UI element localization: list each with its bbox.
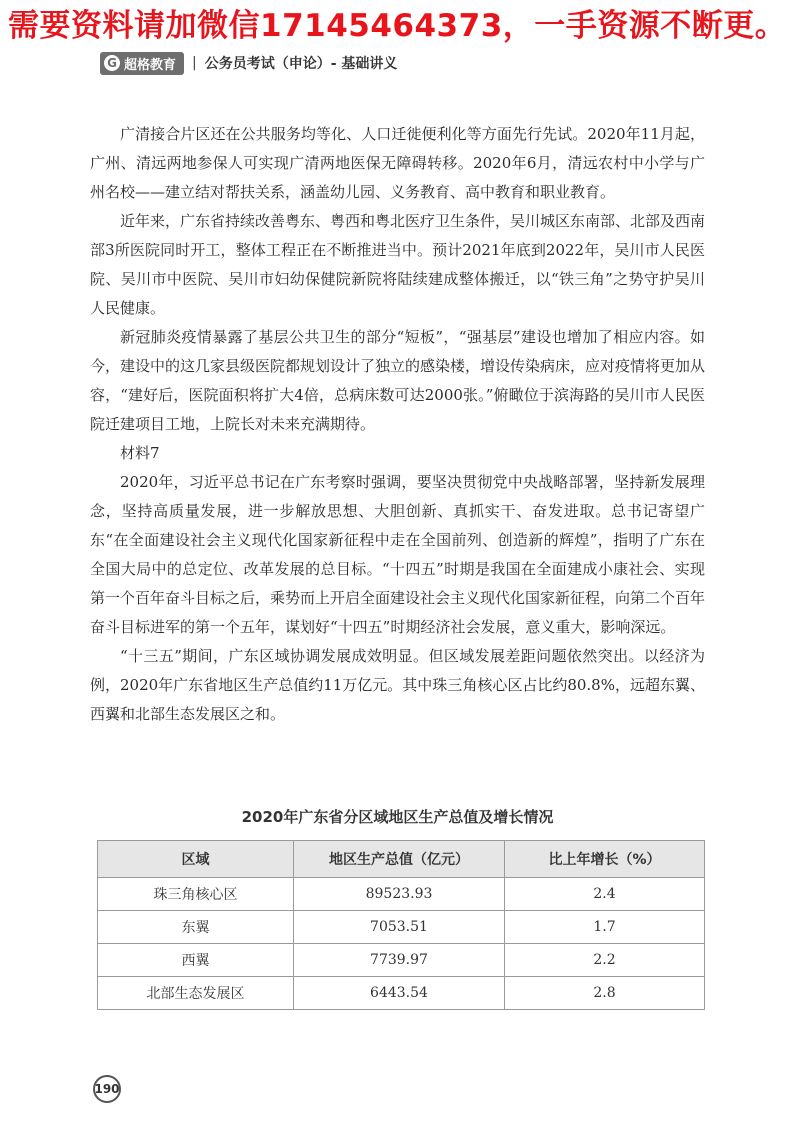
material-heading: 材料7 [120,444,160,462]
page-header [100,50,397,76]
table-cell: 2.8 [505,977,705,1010]
table-header-row [98,841,705,878]
page-number: 190 [93,1075,121,1103]
logo-text: 超格教育 [124,57,177,73]
table-title: 2020年广东省分区域地区生产总值及增长情况 [241,808,554,826]
table-cell: 西翼 [98,944,294,977]
paragraph: “十三五”期间，广东区域协调发展成效明显。但区域发展差距问题依然突出。以经济为例，2020年广东省地区生产总值约11万亿元。其中珠三角核心区占比约80.8%，远超东翼、西翼和北部生态发展区之和。 [90,647,705,723]
paragraph: 广清接合片区还在公共服务均等化、人口迁徙便利化等方面先行先试。2020年11月起，广州、清远两地参保人可实现广清两地医保无障碍转移。2020年6月，清远农村中小学与广州名校——建立结对帮扶关系，涵盖幼儿园、义务教育、高中教育和职业教育。 [90,125,705,201]
column-header: 比上年增长（%） [505,841,705,878]
watermark-banner: 需要资料请加微信17145464373，一手资源不断更。 [8,8,787,44]
column-header: 地区生产总值（亿元） [294,841,505,878]
table-cell: 1.7 [505,911,705,944]
table-cell: 2.4 [505,878,705,911]
table-cell: 珠三角核心区 [98,878,294,911]
table-row [98,878,705,911]
column-header: 区域 [98,841,294,878]
header-separator: | [192,55,197,71]
table-cell: 东翼 [98,911,294,944]
body-text [90,120,705,729]
table-cell: 89523.93 [294,878,505,911]
logo-icon: G [104,55,120,71]
paragraph: 2020年，习近平总书记在广东考察时强调，要坚决贯彻党中央战略部署，坚持新发展理念，坚持高质量发展，进一步解放思想、大胆创新、真抓实干、奋发进取。总书记寄望广东“在全面建设社会主义现代化国家新征程中走在全国前列、创造新的辉煌”，指明了广东在全国大局中的总定位、改革发展的总目标。“十四五”时期是我国在全面建成小康社会、实现第一个百年奋斗目标之后，乘势而上开启全面建设社会主义现代化国家新征程，向第二个百年奋斗目标进军的第一个五年，谋划好“十四五”时期经济社会发展，意义重大，影响深远。 [90,473,706,636]
table-row [98,911,705,944]
table-cell: 7739.97 [294,944,505,977]
table-cell: 2.2 [505,944,705,977]
publisher-logo [100,52,184,75]
table-row [98,977,705,1010]
table-row [98,944,705,977]
table-cell: 北部生态发展区 [98,977,294,1010]
paragraph: 新冠肺炎疫情暴露了基层公共卫生的部分“短板”，“强基层”建设也增加了相应内容。如今，建设中的这几家县级医院都规划设计了独立的感染楼，增设传染病床，应对疫情将更加从容，“建好后，医院面积将扩大4倍，总病床数可达2000张。”俯瞰位于滨海路的吴川市人民医院迁建项目工地，上院长对未来充满期待。 [90,328,706,433]
table-cell: 6443.54 [294,977,505,1010]
table-cell: 7053.51 [294,911,505,944]
paragraph: 近年来，广东省持续改善粤东、粤西和粤北医疗卫生条件，吴川城区东南部、北部及西南部3所医院同时开工，整体工程正在不断推进当中。预计2021年底到2022年，吴川市人民医院、吴川市中医院、吴川市妇幼保健院新院将陆续建成整体搬迁，以“铁三角”之势守护吴川人民健康。 [90,212,706,317]
header-title: 公务员考试（申论）- 基础讲义 [204,56,398,72]
gdp-table [97,840,705,1010]
